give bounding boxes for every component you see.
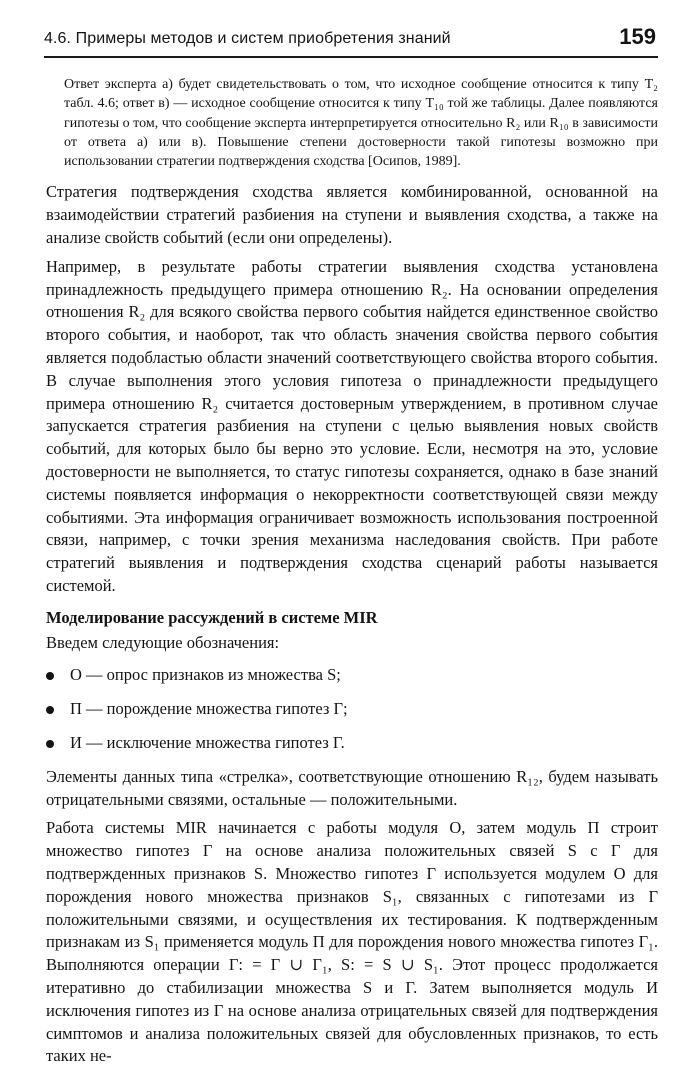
paragraph-example-r2: Например, в результате работы стратегии выявления сходства установлена принадлежность предыдущего примера отношению R₂. На основании определения отношения R₂ для всякого свойства первого события найдется единственное свойство второго события, и наоборот, так что область значения свойства первого события является подобластью области значений соответствующего свойства второго события. В случае выполнения этого условия гипотеза о принадлежности предыдущего примера отношению R₂ считается достоверным утверждением, в противном случае запускается стратегия разбиения на ступени с целью выявления новых свойств событий, для которых было бы верно это условие. Если, несмотря на это, условие достоверности не выполняется, то статус гипотезы сохраняется, однако в базе знаний системы появляется информация о некорректности соответствующей связи между событиями. Эта информация ограничивает возможность использования построенной связи, например, с точки зрения механизма наследования свойств. При работе стратегий выявления и подтверждения сходства сценарий работы называется системой.	[46, 256, 658, 596]
paragraph-arrow-elements: Элементы данных типа «стрелка», соответствующие отношению R₁₂, будем называть отрицательными связями, остальные — положительными.	[46, 766, 658, 809]
paragraph-strategy-confirmation: Стратегия подтверждения сходства является комбинированной, основанной на взаимодействии стратегий разбиения на ступени и выявления сходства, а также на анализе свойств событий (если они определены).	[46, 182, 658, 248]
expert-answer-note: Ответ эксперта а) будет свидетельствовать о том, что исходное сообщение относится к типу T₂ табл. 4.6; ответ в) — исходное сообщение относится к типу T₁₀ той же таблицы. Далее появляются гипотезы о том, что сообщение эксперта интерпретируется относительно R₂ или R₁₀ в зависимости от ответа а) или в). Повышение степени достоверности такой гипотезы возможно при использовании стратегии подтверждения сходства [Осипов, 1989].	[64, 77, 658, 170]
definition-text: И — исключение множества гипотез Г.	[70, 733, 345, 753]
header-title: 4.6. Примеры методов и систем приобретения знаний	[44, 30, 451, 47]
definition-text: О — опрос признаков из множества S;	[70, 665, 341, 685]
list-item	[46, 664, 658, 687]
page-number: 159	[619, 24, 656, 49]
paragraph-mir-operation: Работа системы MIR начинается с работы модуля О, затем модуль П строит множество гипотез Г на основе анализа положительных связей S с Г для подтвержденных признаков S. Множество гипотез Г используется модулем О для порождения нового множества признаков S₁, связанных с гипотезами из Г положительными связями, и осуществления их тестирования. К подтвержденным признакам из S₁ применяется модуль П для порождения нового множества гипотез Г₁. Выполняются операции Г: = Г ∪ Г₁, S: = S ∪ S₁. Этот процесс продолжается итеративно до стабилизации множества S и Г. Затем выполняется модуль И исключения гипотез из Г на основе анализа отрицательных связей для подтверждения симптомов и анализа положительных связей для обусловленных признаков, то есть таких не-	[46, 818, 658, 1066]
bullet-icon	[46, 706, 54, 714]
notation-list	[46, 664, 658, 754]
section-title: Моделирование рассуждений в системе MIR	[46, 607, 378, 627]
page-content	[46, 75, 658, 1068]
running-header	[44, 22, 658, 58]
bullet-icon	[46, 740, 54, 748]
list-item	[46, 732, 658, 755]
list-item	[46, 698, 658, 721]
definition-text: П — порождение множества гипотез Г;	[70, 699, 348, 719]
notation-intro: Введем следующие обозначения:	[46, 632, 280, 652]
bullet-icon	[46, 672, 54, 680]
